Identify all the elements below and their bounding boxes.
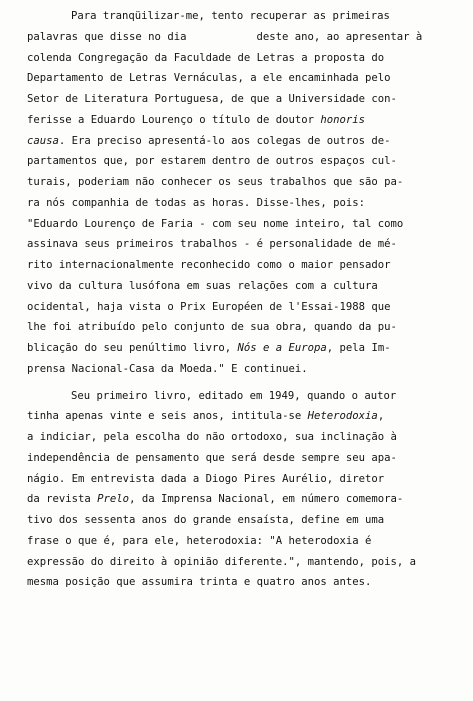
text-line <box>27 448 467 469</box>
line-text: ocidental, haja vista o Prix Européen de l'Essai-1988 que <box>27 300 391 313</box>
italic-text: Prelo <box>97 493 130 506</box>
line-text: a indiciar, pela escolha do não ortodoxo, sua inclinação à <box>27 431 397 443</box>
text-line <box>27 131 467 152</box>
line-text: , da Imprensa Nacional, em número comemora- <box>129 493 404 506</box>
typescript-body <box>27 6 467 593</box>
line-text: vivo da cultura lusófona em suas relações com a cultura <box>27 279 378 292</box>
line-text: independência de pensamento que será desde sempre seu apa- <box>27 451 397 464</box>
line-text: Seu primeiro livro, editado em 1949, quando o autor <box>71 389 397 402</box>
text-line <box>27 572 467 593</box>
line-text: frase o que é, para ele, heterodoxia: "A heterodoxia é <box>27 534 372 547</box>
text-line <box>27 510 467 531</box>
text-line <box>27 297 467 318</box>
italic-text: Heterodoxia <box>307 410 378 423</box>
text-line <box>27 89 467 110</box>
text-line <box>27 193 467 214</box>
line-text: tivo dos sessenta anos do grande ensaísta, define em uma <box>27 514 385 526</box>
line-text: tinha apenas vinte e seis anos, intitula-se <box>27 410 302 423</box>
text-line <box>27 338 467 359</box>
text-line <box>27 531 467 552</box>
text-line <box>27 110 467 131</box>
line-text: . Era preciso apresentá-lo aos colegas de outros de- <box>58 134 391 147</box>
line-text: nágio. Em entrevista dada a Diogo Pires Aurélio, diretor <box>27 472 385 485</box>
text-line <box>27 234 467 255</box>
text-line <box>27 489 467 510</box>
text-line <box>27 68 467 89</box>
line-text: colenda Congregação da Faculdade de Letras a proposta do <box>27 51 385 64</box>
line-text: Para tranqüilizar-me, tento recuperar as primeiras <box>71 10 390 22</box>
text-line <box>27 406 467 427</box>
line-text: Setor de Literatura Portuguesa, de que a Universidade con- <box>27 93 397 105</box>
italic-text: Nós e a Europa <box>237 342 327 354</box>
line-text: ferisse a Eduardo Lourenço o título de doutor <box>27 113 315 126</box>
line-text: assinava seus primeiros trabalhos - é personalidade de mé- <box>27 238 397 251</box>
text-line <box>27 6 467 27</box>
text-line <box>27 386 467 407</box>
text-line <box>27 276 467 297</box>
text-line <box>27 214 467 235</box>
line-text: , <box>377 410 385 423</box>
line-text: , pela Im- <box>326 342 391 354</box>
line-text: mesma posição que assumira trinta e quatro anos antes. <box>27 576 372 589</box>
text-line <box>27 27 467 48</box>
italic-text: causa <box>27 134 59 147</box>
text-line <box>27 552 467 573</box>
line-text: blicação do seu penúltimo livro, <box>27 342 232 354</box>
line-text: partamentos que, por estarem dentro de outros espaços cul- <box>27 155 397 168</box>
line-text: "Eduardo Lourenço de Faria - com seu nome inteiro, tal como <box>27 217 404 230</box>
text-line <box>27 469 467 490</box>
line-text: da revista <box>27 493 91 506</box>
line-text: lhe foi atribuído pelo conjunto de sua obra, quando da pu- <box>27 321 397 334</box>
text-line <box>27 359 467 380</box>
line-text: turais, poderiam não conhecer os seus trabalhos que são pa- <box>27 176 404 188</box>
line-text: prensa Nacional-Casa da Moeda." E continuei. <box>27 362 308 375</box>
text-line <box>27 172 467 193</box>
text-line <box>27 427 467 448</box>
text-line <box>27 317 467 338</box>
line-text: ra nós companhia de todas as horas. Disse-lhes, pois: <box>27 196 366 209</box>
text-line <box>27 255 467 276</box>
text-line <box>27 48 467 69</box>
line-text: expressão do direito à opinião diferente.", mantendo, pois, a <box>27 555 417 568</box>
line-text: rito internacionalmente reconhecido como o maior pensador <box>27 259 391 271</box>
line-text: palavras que disse no dia <box>27 30 187 43</box>
line-text: Departamento de Letras Vernáculas, a ele encaminhada pelo <box>27 72 391 85</box>
text-line <box>27 151 467 172</box>
line-text: deste ano, ao apresentar à <box>256 30 423 43</box>
italic-text: honoris <box>320 113 366 126</box>
